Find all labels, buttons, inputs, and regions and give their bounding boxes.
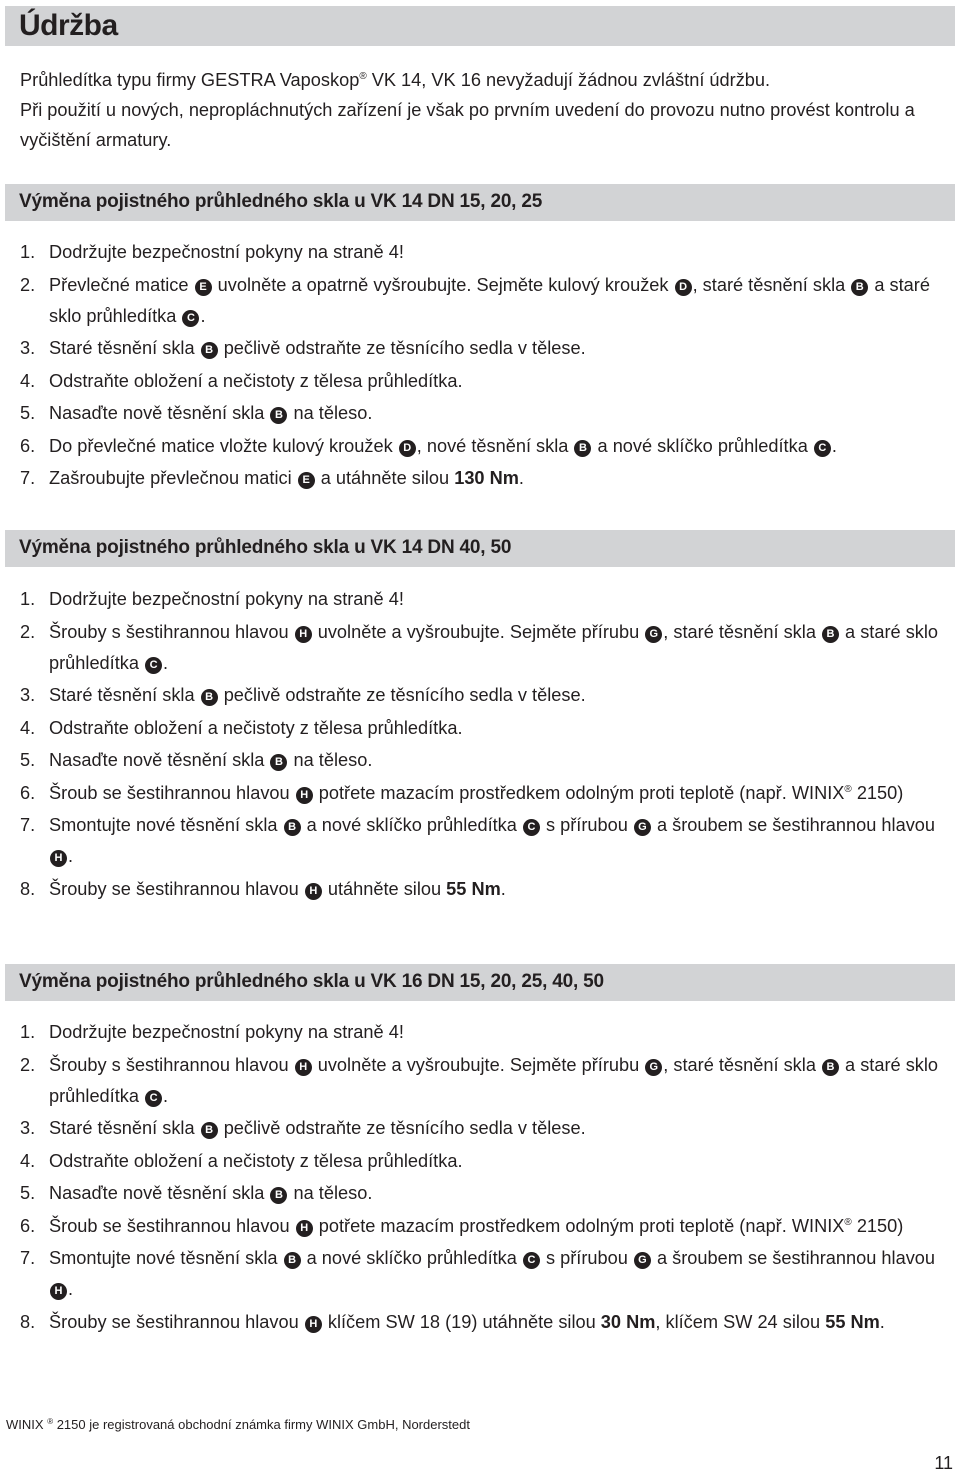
step-text: Nasaďte nově těsnění skla xyxy=(49,1183,270,1203)
step-text: pečlivě odstraňte ze těsnícího sedla v tělese. xyxy=(218,1118,586,1138)
part-marker-b: B xyxy=(574,440,591,457)
step-text: , nové těsnění skla xyxy=(416,435,574,456)
step-text: Dodržujte bezpečnostní pokyny na straně 4! xyxy=(49,242,404,262)
step-text: Převlečné matice xyxy=(49,274,194,295)
step-text: . xyxy=(200,305,206,326)
page-title-bar xyxy=(5,6,955,46)
step-item xyxy=(20,713,955,744)
step-number: 4. xyxy=(20,1150,36,1171)
part-marker-g: G xyxy=(634,819,651,836)
step-text: Nasaďte nově těsnění skla xyxy=(49,403,270,423)
step-text: . xyxy=(518,468,524,488)
registered-mark: ® xyxy=(47,1417,54,1426)
step-text: Odstraňte obložení a nečistoty z tělesa průhledítka. xyxy=(49,717,463,738)
step-number: 7. xyxy=(20,1248,36,1268)
intro-paragraph-2: Při použití u nových, nepropláchnutých zařízení je však po prvním uvedení do provozu nutno provést kontrolu a vyčištění armatury. xyxy=(20,100,915,150)
step-text: pečlivě odstraňte ze těsnícího sedla v tělese. xyxy=(218,338,586,358)
step-item xyxy=(20,366,955,397)
part-marker-g: G xyxy=(645,626,662,643)
step-item xyxy=(20,333,955,364)
step-text: Odstraňte obložení a nečistoty z tělesa průhledítka. xyxy=(49,1150,463,1171)
step-text: . xyxy=(831,435,837,456)
steps-list xyxy=(20,584,955,906)
section-title: Výměna pojistného průhledného skla u VK 14 DN 15, 20, 25 xyxy=(19,191,543,212)
step-number: 2. xyxy=(20,621,36,642)
step-text: potřete mazacím prostředkem odolným proti teplotě (např. WINIX xyxy=(313,782,845,803)
registered-mark: ® xyxy=(359,71,367,82)
step-text: Dodržujte bezpečnostní pokyny na straně 4! xyxy=(49,1022,404,1042)
step-item xyxy=(20,270,955,332)
part-marker-h: H xyxy=(295,626,312,643)
step-number: 3. xyxy=(20,1118,36,1138)
step-text: . xyxy=(163,652,169,673)
page-number: 11 xyxy=(934,1453,953,1473)
step-text: Šrouby se šestihrannou hlavou xyxy=(49,878,304,899)
step-text: Smontujte nové těsnění skla xyxy=(49,815,283,835)
part-marker-g: G xyxy=(645,1059,662,1076)
step-text: . xyxy=(163,1085,169,1106)
step-text: a nové sklíčko průhledítka xyxy=(592,435,813,456)
part-marker-c: C xyxy=(145,1090,162,1107)
section-title: Výměna pojistného průhledného skla u VK 16 DN 15, 20, 25, 40, 50 xyxy=(19,971,604,992)
step-text: Staré těsnění skla xyxy=(49,685,200,705)
steps-list xyxy=(20,1017,955,1339)
step-item xyxy=(20,1307,955,1338)
step-text: , staré těsnění skla xyxy=(663,1054,821,1075)
footnote xyxy=(6,1416,470,1434)
part-marker-g: G xyxy=(634,1252,651,1269)
step-text: s přírubou xyxy=(540,1248,633,1268)
step-number: 6. xyxy=(20,782,36,803)
step-text: Dodržujte bezpečnostní pokyny na straně 4! xyxy=(49,589,404,609)
intro-text xyxy=(20,65,940,155)
step-number: 3. xyxy=(20,685,36,705)
step-item xyxy=(20,1211,955,1242)
step-text: pečlivě odstraňte ze těsnícího sedla v tělese. xyxy=(218,685,586,705)
part-marker-b: B xyxy=(851,279,868,296)
step-number: 1. xyxy=(20,1022,36,1042)
step-text: utáhněte silou xyxy=(322,878,447,899)
step-text: s přírubou xyxy=(540,815,633,835)
part-marker-b: B xyxy=(270,1187,287,1204)
step-number: 5. xyxy=(20,750,36,770)
step-text: Šroub se šestihrannou hlavou xyxy=(49,1215,295,1236)
step-item xyxy=(20,463,955,494)
step-text: Smontujte nové těsnění skla xyxy=(49,1248,283,1268)
step-text: Staré těsnění skla xyxy=(49,338,200,358)
step-text: . xyxy=(68,1279,74,1299)
step-number: 7. xyxy=(20,815,36,835)
step-text: uvolněte a vyšroubujte. Sejměte přírubu xyxy=(312,621,645,642)
section-heading-bar xyxy=(5,530,955,567)
step-item xyxy=(20,617,955,679)
step-text: a staré sklo průhledítka xyxy=(49,1054,939,1106)
step-number: 7. xyxy=(20,468,36,488)
step-text: , staré těsnění skla xyxy=(692,274,851,295)
part-marker-h: H xyxy=(305,883,322,900)
intro-text-part: VK 14, VK 16 nevyžadují žádnou zvláštní údržbu. xyxy=(366,70,771,90)
step-text: a nové sklíčko průhledítka xyxy=(301,1248,522,1268)
step-number: 1. xyxy=(20,589,36,609)
part-marker-b: B xyxy=(201,689,218,706)
step-text: , staré těsnění skla xyxy=(663,621,821,642)
step-text: a staré sklo průhledítka xyxy=(49,274,930,326)
step-item xyxy=(20,398,955,429)
part-marker-h: H xyxy=(305,1316,322,1333)
step-item xyxy=(20,1050,955,1112)
page-title: Údržba xyxy=(19,9,118,42)
step-text: na těleso. xyxy=(288,1183,373,1203)
step-text: 2150) xyxy=(851,1215,904,1236)
step-text: Staré těsnění skla xyxy=(49,1118,200,1138)
step-text: a staré sklo průhledítka xyxy=(49,621,939,673)
torque-value: 130 Nm xyxy=(454,468,519,488)
part-marker-h: H xyxy=(50,850,67,867)
step-text: Šrouby se šestihrannou hlavou xyxy=(49,1311,304,1332)
step-text: Nasaďte nově těsnění skla xyxy=(49,750,270,770)
step-number: 6. xyxy=(20,1215,36,1236)
step-item xyxy=(20,1017,955,1048)
step-item xyxy=(20,874,955,905)
step-text: Šroub se šestihrannou hlavou xyxy=(49,782,295,803)
step-number: 8. xyxy=(20,878,36,899)
footnote-text: 2150 je registrovaná obchodní známka firmy WINIX GmbH, Norderstedt xyxy=(53,1417,470,1432)
step-text: uvolněte a opatrně vyšroubujte. Sejměte kulový kroužek xyxy=(212,274,674,295)
part-marker-h: H xyxy=(295,1059,312,1076)
part-marker-h: H xyxy=(50,1283,67,1300)
step-item xyxy=(20,680,955,711)
intro-paragraph-1 xyxy=(20,65,940,95)
part-marker-b: B xyxy=(822,1059,839,1076)
step-text: na těleso. xyxy=(288,403,373,423)
step-text: Šrouby s šestihrannou hlavou xyxy=(49,621,294,642)
part-marker-e: E xyxy=(195,279,212,296)
registered-mark: ® xyxy=(844,783,852,795)
step-item xyxy=(20,1243,955,1305)
torque-value: 30 Nm xyxy=(600,1311,656,1332)
step-number: 2. xyxy=(20,1054,36,1075)
step-item xyxy=(20,431,955,462)
step-text: , klíčem SW 24 silou xyxy=(655,1311,826,1332)
torque-value: 55 Nm xyxy=(825,1311,880,1332)
part-marker-d: D xyxy=(675,279,692,296)
step-text: a utáhněte silou xyxy=(315,468,455,488)
part-marker-b: B xyxy=(284,1252,301,1269)
part-marker-c: C xyxy=(814,440,831,457)
step-text: a šroubem se šestihrannou hlavou xyxy=(651,815,936,835)
step-item xyxy=(20,1178,955,1209)
step-item xyxy=(20,584,955,615)
step-text: klíčem SW 18 (19) utáhněte silou xyxy=(322,1311,601,1332)
step-text: Odstraňte obložení a nečistoty z tělesa průhledítka. xyxy=(49,370,463,391)
step-number: 4. xyxy=(20,717,36,738)
step-number: 5. xyxy=(20,403,36,423)
step-number: 5. xyxy=(20,1183,36,1203)
step-number: 2. xyxy=(20,274,36,295)
step-number: 6. xyxy=(20,435,36,456)
part-marker-h: H xyxy=(296,1220,313,1237)
step-number: 1. xyxy=(20,242,36,262)
part-marker-b: B xyxy=(270,754,287,771)
step-text: a nové sklíčko průhledítka xyxy=(301,815,522,835)
step-item xyxy=(20,745,955,776)
part-marker-b: B xyxy=(201,342,218,359)
footnote-brand: WINIX xyxy=(6,1417,44,1432)
part-marker-h: H xyxy=(296,787,313,804)
step-item xyxy=(20,1146,955,1177)
step-item xyxy=(20,778,955,809)
section-title: Výměna pojistného průhledného skla u VK 14 DN 40, 50 xyxy=(19,537,512,558)
registered-mark: ® xyxy=(844,1216,852,1228)
step-text: . xyxy=(500,878,506,899)
step-text: Zašroubujte převlečnou matici xyxy=(49,468,297,488)
part-marker-c: C xyxy=(182,310,199,327)
step-item xyxy=(20,1113,955,1144)
steps-list xyxy=(20,237,955,496)
part-marker-c: C xyxy=(523,1252,540,1269)
part-marker-d: D xyxy=(399,440,416,457)
step-text: a šroubem se šestihrannou hlavou xyxy=(651,1248,936,1268)
step-text: Do převlečné matice vložte kulový kroužek xyxy=(49,435,398,456)
part-marker-c: C xyxy=(523,819,540,836)
step-number: 8. xyxy=(20,1311,36,1332)
step-text: potřete mazacím prostředkem odolným proti teplotě (např. WINIX xyxy=(313,1215,845,1236)
step-number: 3. xyxy=(20,338,36,358)
part-marker-e: E xyxy=(298,472,315,489)
step-item xyxy=(20,810,955,872)
step-item xyxy=(20,237,955,268)
section-heading-bar xyxy=(5,964,955,1001)
part-marker-c: C xyxy=(145,657,162,674)
intro-text-part: Průhledítka typu firmy GESTRA Vaposkop xyxy=(20,70,360,90)
section-heading-bar xyxy=(5,184,955,221)
part-marker-b: B xyxy=(822,626,839,643)
step-text: . xyxy=(68,846,74,866)
part-marker-b: B xyxy=(201,1122,218,1139)
step-number: 4. xyxy=(20,370,36,391)
step-text: na těleso. xyxy=(288,750,373,770)
step-text: 2150) xyxy=(851,782,904,803)
torque-value: 55 Nm xyxy=(446,878,501,899)
part-marker-b: B xyxy=(284,819,301,836)
step-text: Šrouby s šestihrannou hlavou xyxy=(49,1054,294,1075)
part-marker-b: B xyxy=(270,407,287,424)
step-text: uvolněte a vyšroubujte. Sejměte přírubu xyxy=(312,1054,645,1075)
step-text: . xyxy=(879,1311,885,1332)
